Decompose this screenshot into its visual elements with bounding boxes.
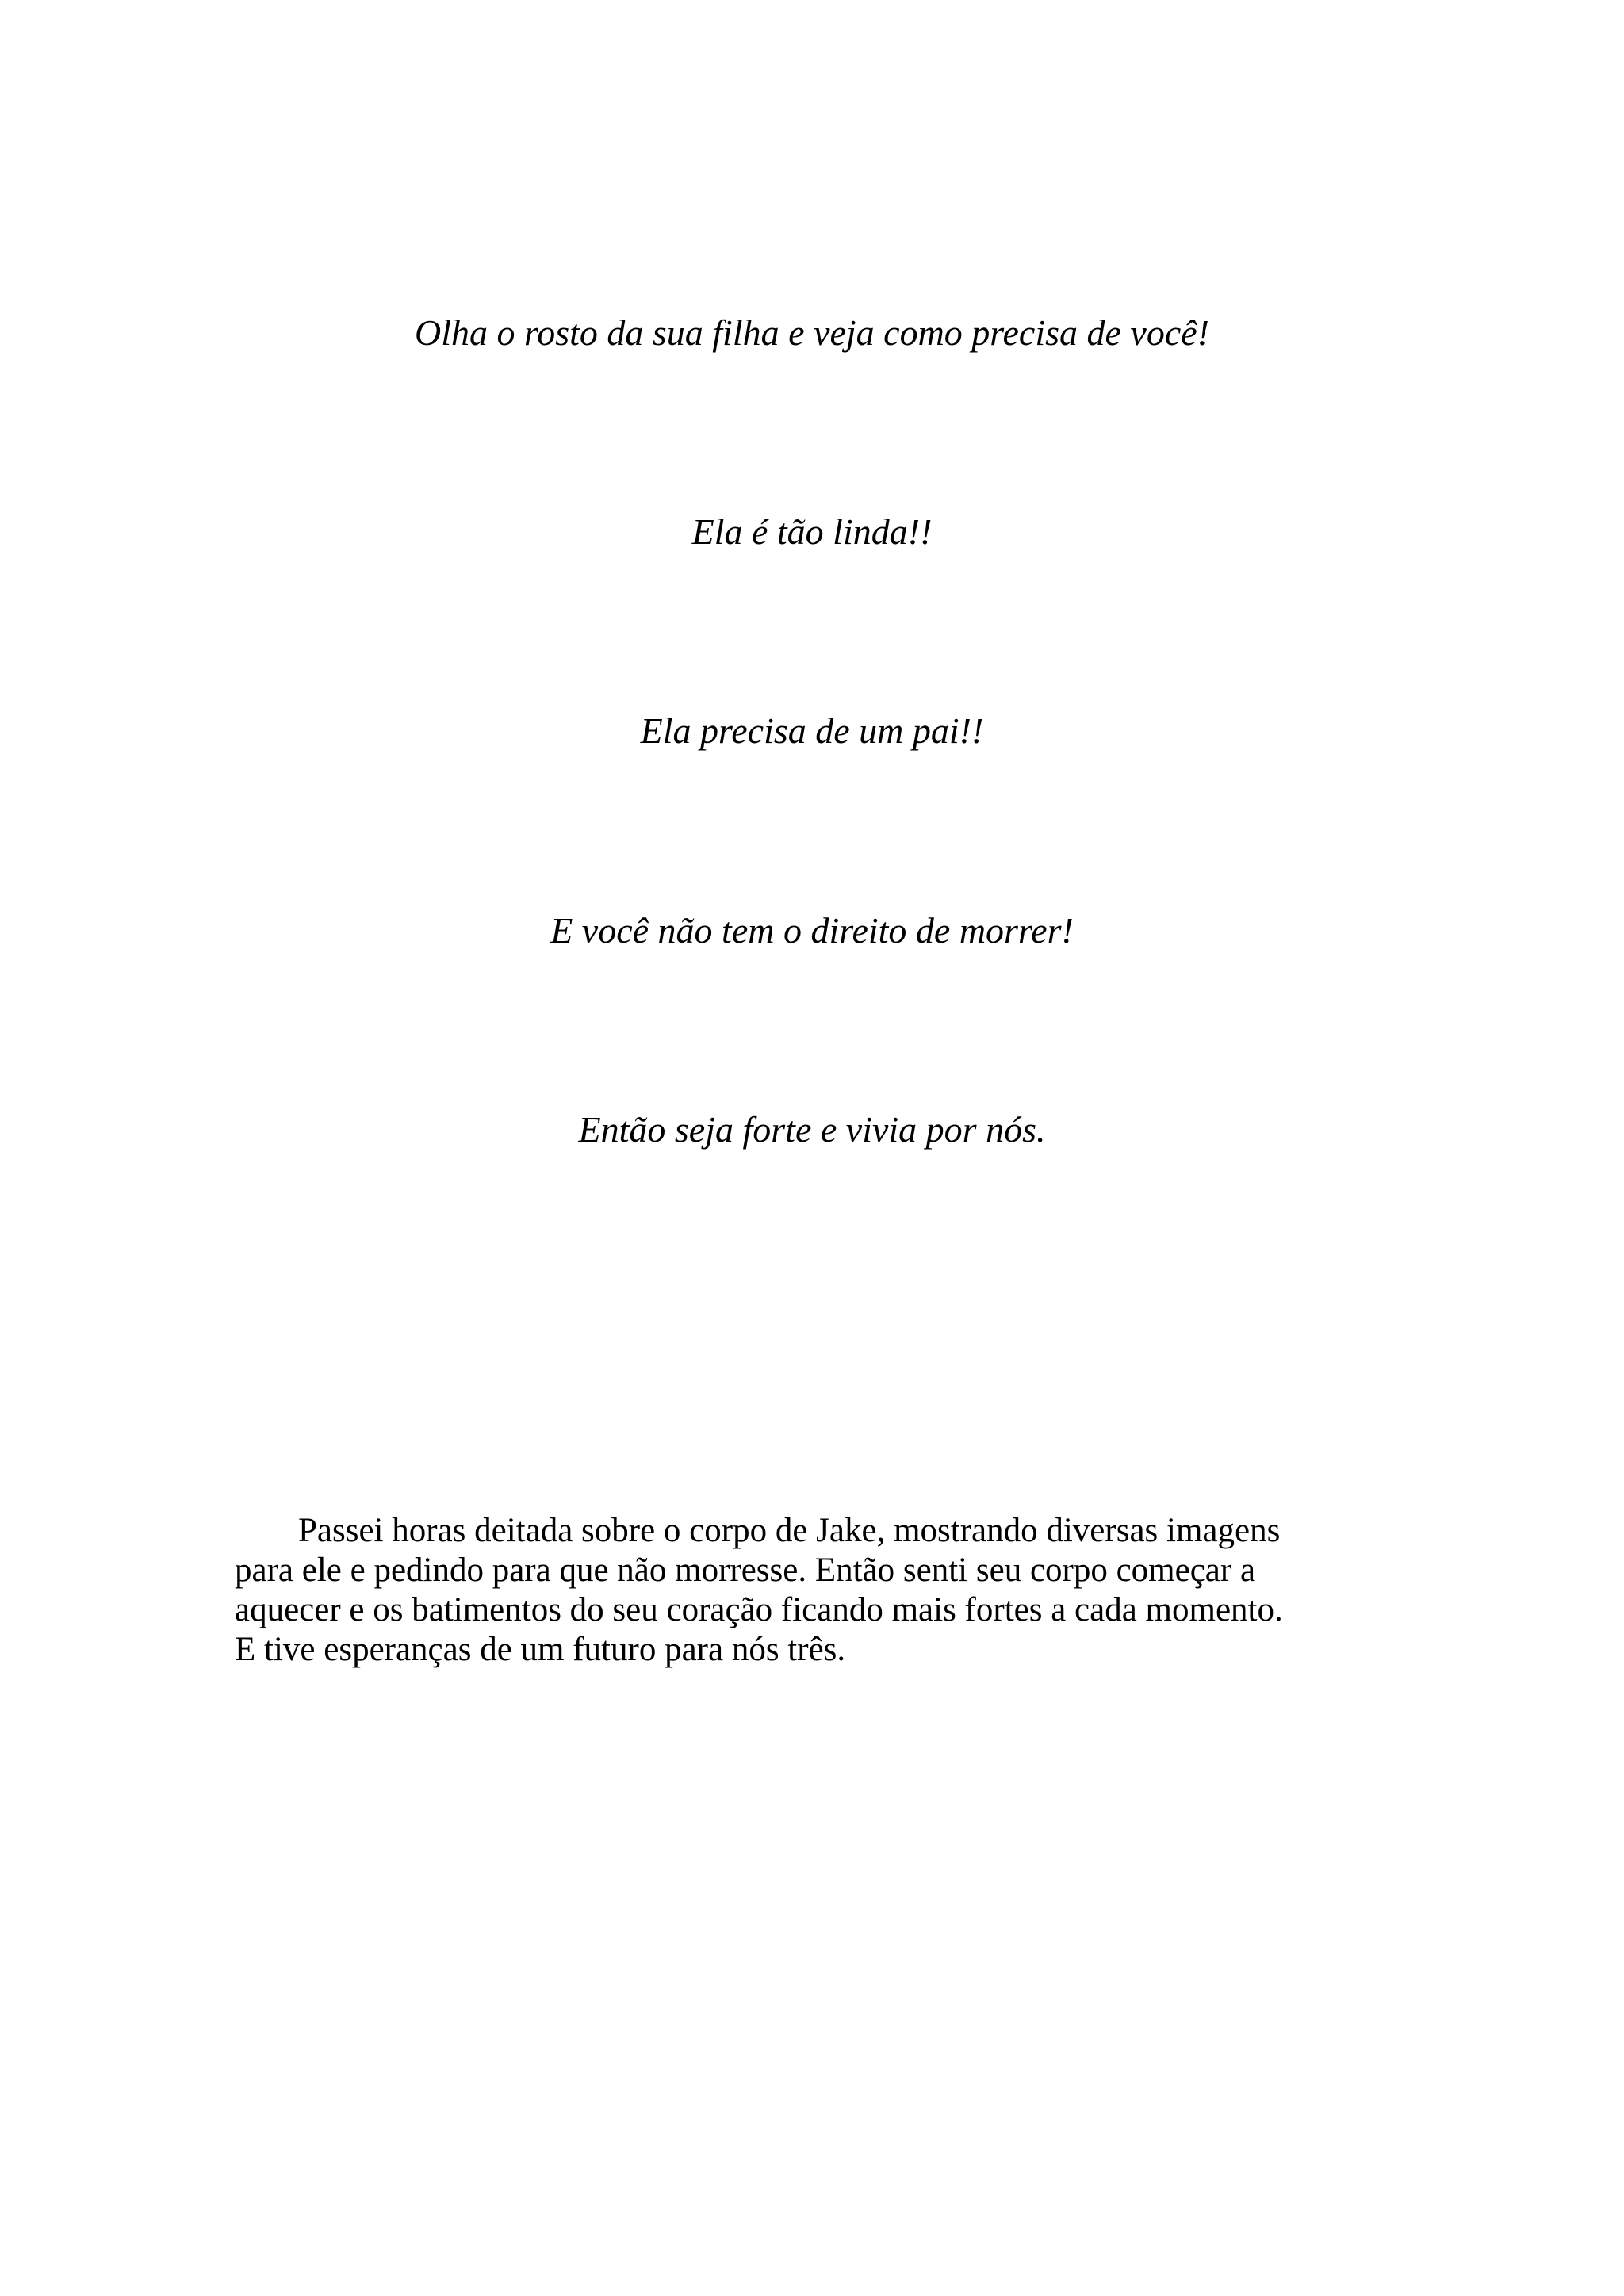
- poem-line: Então seja forte e vivia por nós.: [578, 1109, 1046, 1150]
- paragraph-line: E tive esperanças de um futuro para nós três.: [235, 1631, 846, 1668]
- poem-line: Olha o rosto da sua filha e veja como precisa de você!: [415, 312, 1209, 353]
- poem-line: E você não tem o direito de morrer!: [550, 910, 1074, 951]
- paragraph-line: Passei horas deitada sobre o corpo de Jake, mostrando diversas imagens: [298, 1512, 1281, 1549]
- poem-line: Ela é tão linda!!: [691, 511, 933, 552]
- body-paragraph: [235, 1511, 1392, 1670]
- poem-line: Ela precisa de um pai!!: [640, 710, 984, 751]
- paragraph-line: aquecer e os batimentos do seu coração ficando mais fortes a cada momento.: [235, 1591, 1283, 1628]
- paragraph-line: para ele e pedindo para que não morresse. Então senti seu corpo começar a: [235, 1552, 1256, 1589]
